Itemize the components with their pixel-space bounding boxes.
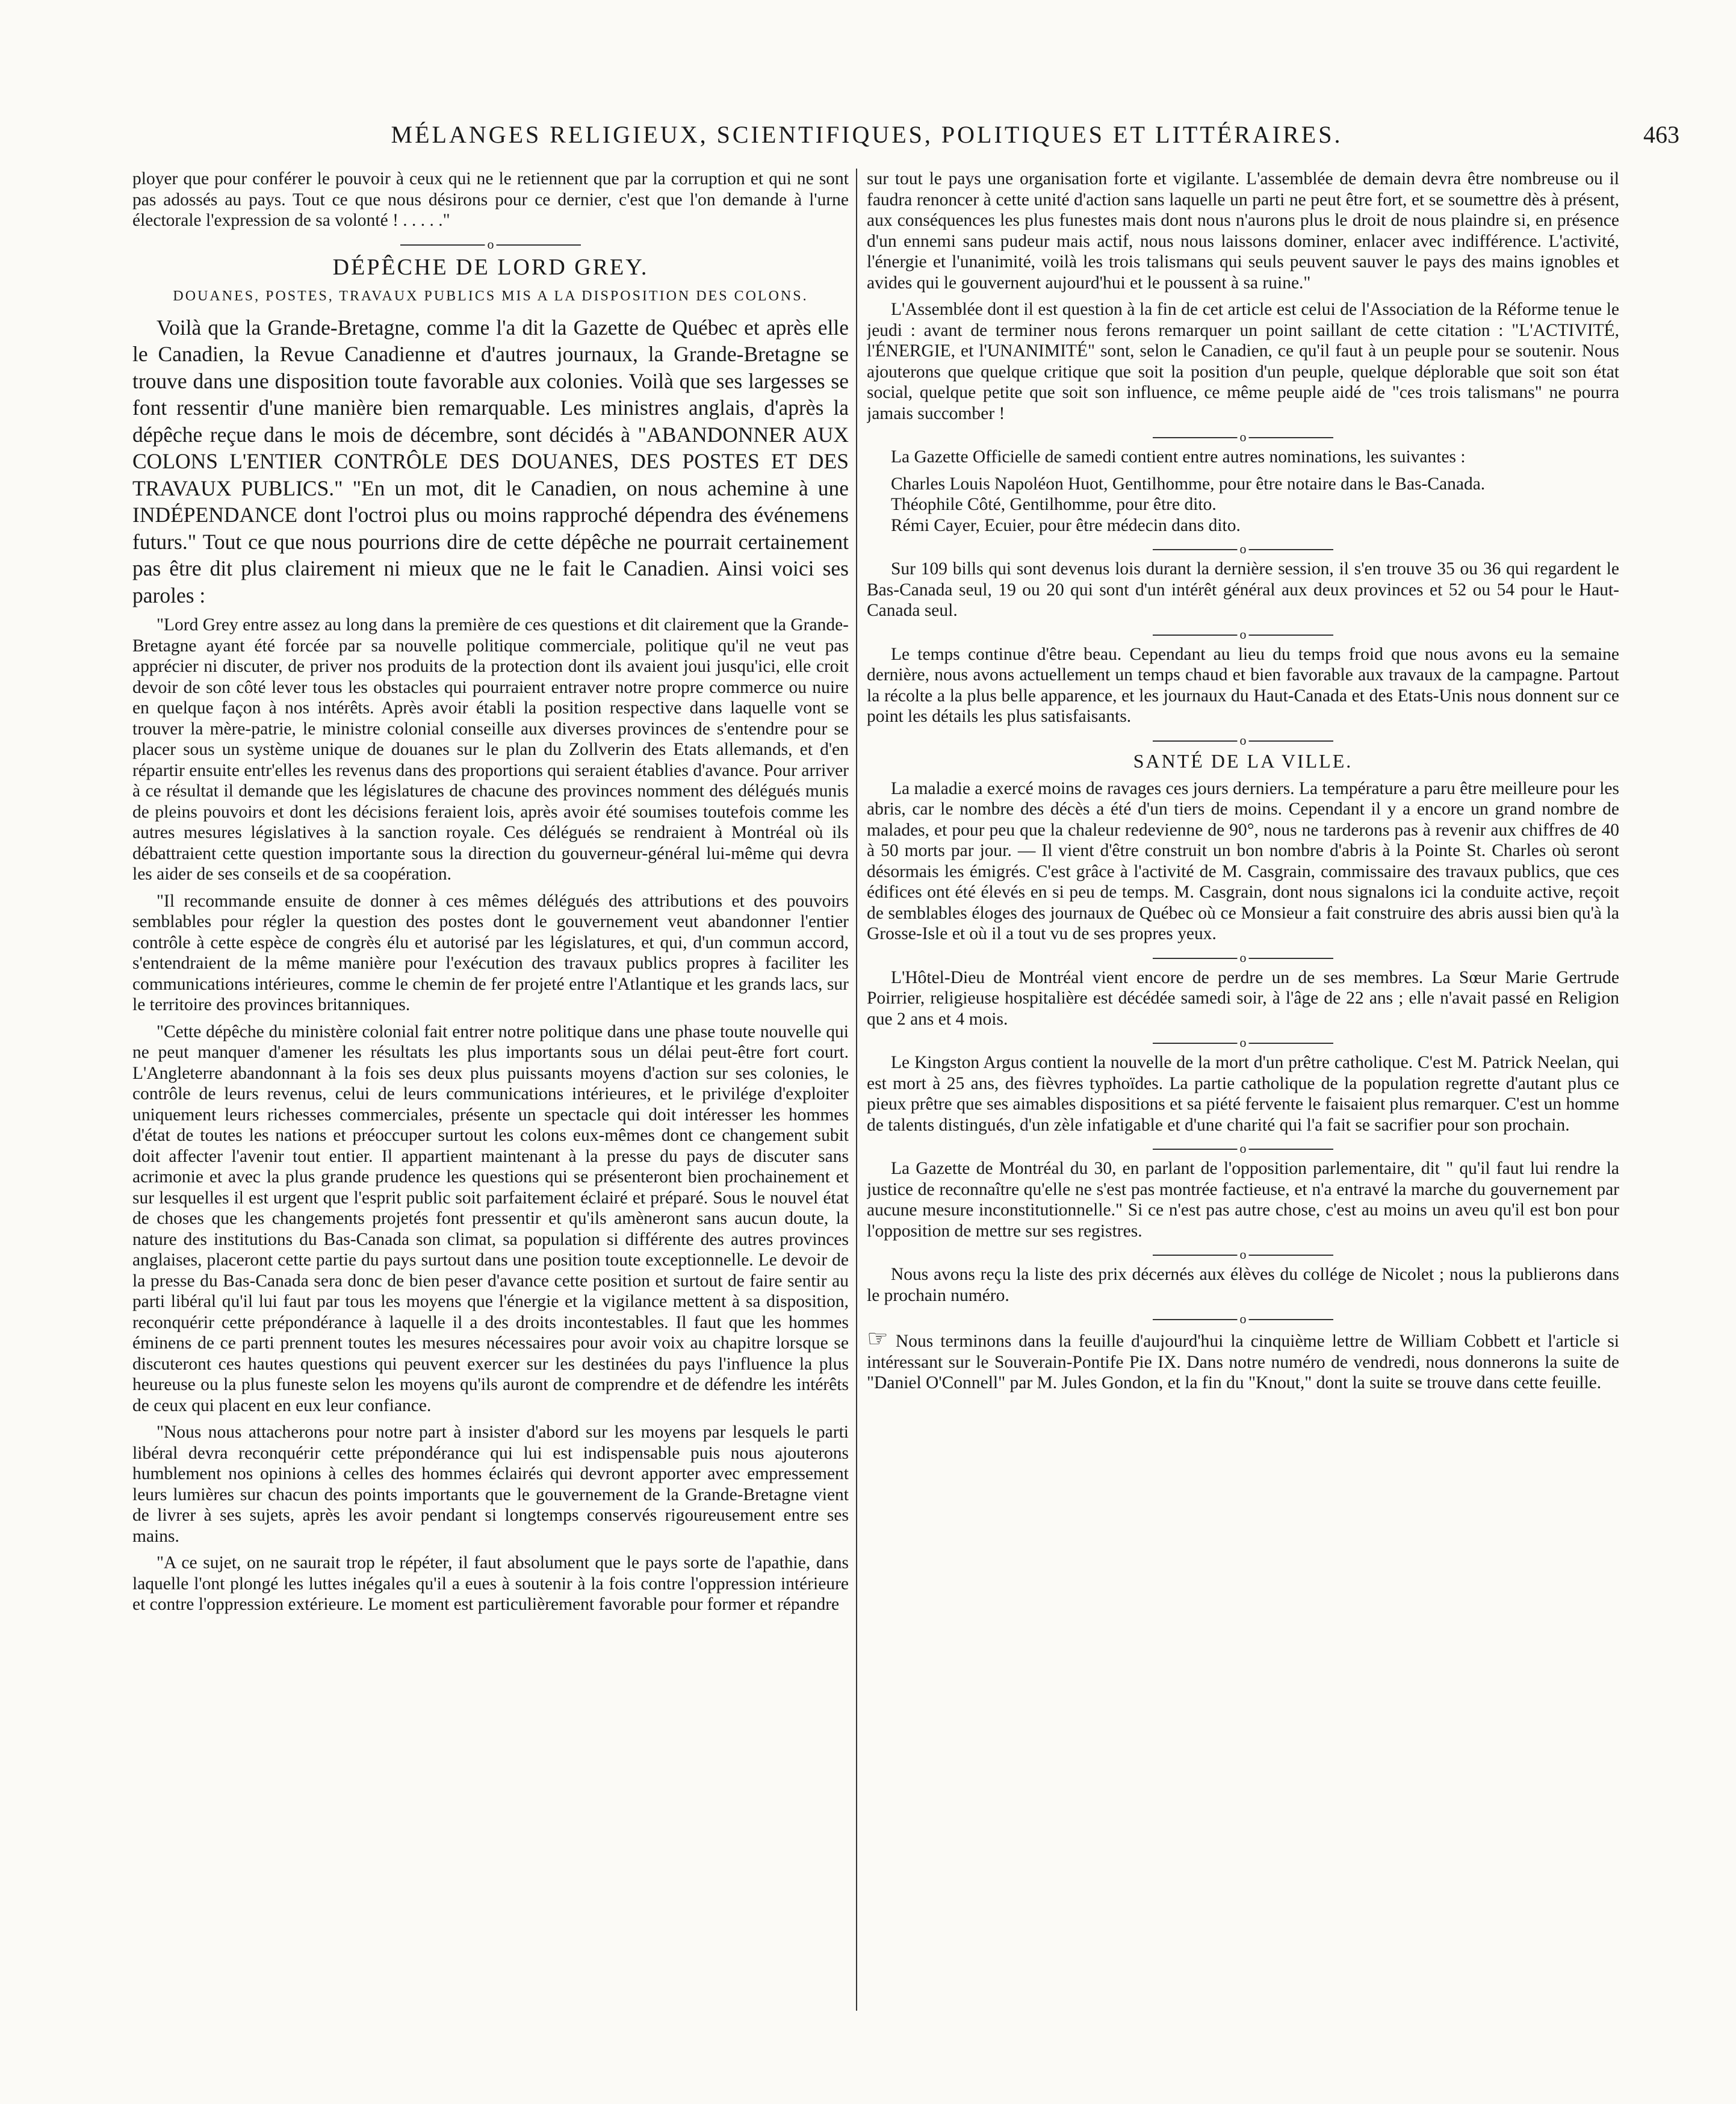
- section-title-depeche: DÉPÊCHE DE LORD GREY.: [332, 254, 649, 280]
- separator: o: [1153, 733, 1333, 742]
- weather-paragraph: Le temps continue d'être beau. Cependant au lieu du temps froid que nous avons eu la semaine dernière, nous avons actuellement un temps chaud et bien favorable aux travaux de la campagne. Partout la récolte a la plus belle apparence, et les journaux du Haut-Canada et des Etats-Unis nous donnent sur ce point les détails les plus satisfaisants.: [867, 644, 1619, 726]
- separator: o: [1153, 1035, 1333, 1044]
- appointments-list: [867, 474, 1619, 536]
- gazette-intro: La Gazette Officielle de samedi contient entre autres nominations, les suivantes :: [891, 447, 1466, 467]
- appointment-item: Théophile Côté, Gentilhomme, pour être dito.: [891, 495, 1217, 514]
- separator: o: [1153, 951, 1333, 959]
- right-column: [867, 169, 1619, 2071]
- separator: o: [1153, 542, 1333, 550]
- quote-paragraph: "A ce sujet, on ne saurait trop le répéter, il faut absolument que le pays sorte de l'apathie, dans laquelle l'ont plongé les luttes inégales qu'il a eues à soutenir à la fois contre l'oppression intérieure et contre l'oppression extérieure. Le moment est particulièrement favorable pour former et répandre: [132, 1553, 849, 1614]
- montreal-gazette-paragraph: La Gazette de Montréal du 30, en parlant de l'opposition parlementaire, dit " qu'il faut lui rendre la justice de reconnaître qu'elle ne s'est pas montrée factieuse, et n'a entravé la marche du gouvernement par aucune mesure inconstitutionnelle." Si ce n'est pas autre chose, c'est au moins un aveu qu'il est bon pour l'opposition de mettre sur ses registres.: [867, 1159, 1619, 1241]
- assembly-paragraph: L'Assemblée dont il est question à la fin de cet article est celui de l'Association de la Réforme tenue le jeudi : avant de terminer nous ferons remarquer un point saillant de cette citation : "L'ACTIVITÉ, l'ÉNERGIE, et l'UNANIMITÉ" sont, selon le Canadien, ce qu'il faut à un peuple pour se soutenir. Nous ajouterons que quelque critique que soit la position d'un peuple, quelque déplorable que soit son état social, quelque petite que soit son influence, ce même peuple aidé de "ces trois talismans" ne pourra jamais succomber !: [867, 300, 1619, 423]
- separator: o: [1153, 1141, 1333, 1150]
- opening-quote: ployer que pour conférer le pouvoir à ceux qui ne le retiennent que par la corruption et qui ne sont pas adossés au pays. Tout ce que nous désirons pour ce dernier, c'est que l'on demande à l'urne électorale l'expression de sa volonté ! . . . . .": [132, 169, 849, 230]
- prizes-paragraph: Nous avons reçu la liste des prix décernés aux élèves du collége de Nicolet ; nous la publierons dans le prochain numéro.: [867, 1265, 1619, 1305]
- continuation-paragraph: sur tout le pays une organisation forte et vigilante. L'assemblée de demain devra être nombreuse ou il faudra renoncer à cette unité d'action sans laquelle un parti ne peut être fort, et se soumettre dès à présent, aux conséquences les plus funestes mais dont nous n'aurons plus le droit de nous plaindre si, en présence d'un ennemi sans pudeur mais actif, nous nous laissons dominer, enlacer avec indifférence. L'activité, l'énergie et l'unanimité, voilà les trois talismans qui seuls peuvent sauver le pays des mains ignobles et avides qui le gouvernent aujourd'hui et le poussent à sa ruine.": [867, 169, 1619, 293]
- section-subtitle: DOUANES, POSTES, TRAVAUX PUBLICS MIS A LA DISPOSITION DES COLONS.: [173, 288, 808, 304]
- quote-paragraph: "Lord Grey entre assez au long dans la première de ces questions et dit clairement que la Grande-Bretagne ayant été forcée par sa nouvelle politique commerciale, politique qu'il ne veut pas apprécier ni discuter, de priver nos produits de la protection dont ils avaient joui jusqu'ici, elle croit devoir de son côté lever tous les obstacles qui pourraient entraver notre propre commerce ou nuire en quelque façon à nos intérêts. Après avoir établi la position respective dans laquelle vont se trouver la mère-patrie, le ministre colonial conseille aux diverses provinces de s'entendre pour se placer sous un système unique de douanes sur le plan du Zollverin des Etats allemands, et d'en répartir ensuite entr'elles les revenus dans des proportions qui seraient établies d'avance. Pour arriver à ce résultat il demande que les législatures de chacune des provinces nomment des délégués munis de pleins pouvoirs et dont les décisions feraient lois, après avoir été soumises toutefois comme les autres mesures législatives à la sanction royale. Ces délégués se rendraient à Montréal où ils débattraient cette question importante sous la direction du gouverneur-général lui-même qui devra les aider de ses conseils et de sa coopération.: [132, 615, 849, 884]
- page-number: 463: [1643, 121, 1679, 148]
- left-column: [132, 169, 849, 2071]
- hotel-dieu-paragraph: L'Hôtel-Dieu de Montréal vient encore de perdre un de ses membres. La Sœur Marie Gertrude Poirrier, religieuse hospitalière est décédée samedi soir, à l'âge de 22 ans ; elle n'avait passé en Religion que 2 ans et 4 mois.: [867, 967, 1619, 1029]
- separator: o: [1153, 1312, 1333, 1320]
- health-paragraph: La maladie a exercé moins de ravages ces jours derniers. La température a paru être meilleure pour les abris, car le nombre des décès a été d'un tiers de moins. Cependant il y a encore un grand nombre de malades, et pour peu que la chaleur redevienne de 90°, nous ne tarderons pas à revenir aux chiffres de 40 à 50 morts par jour. — Il vient d'être construit un bon nombre d'abris à la Pointe St. Charles où seront désormais les émigrés. C'est grâce à l'activité de M. Casgrain, commissaire des travaux publics, que ces édifices ont été élevés en si peu de temps. M. Casgrain, dont nous signalons ici la conduite active, reçoit de semblables éloges des journaux de Québec où ce Monsieur a fait construire des abris aussi bien qu'à la Grosse-Isle et où il a tout vu de ses propres yeux.: [867, 778, 1619, 943]
- running-head: MÉLANGES RELIGIEUX, SCIENTIFIQUES, POLITIQUES ET LITTÉRAIRES.: [391, 121, 1343, 148]
- closing-text: Nous terminons dans la feuille d'aujourd'hui la cinquième lettre de William Cobbett et l'article si intéressant sur le Souverain-Pontife Pie IX. Dans notre numéro de vendredi, nous donnerons la suite de "Daniel O'Connell" par M. Jules Gondon, et la fin du "Knout," dont la suite se trouve dans cette feuille.: [867, 1332, 1619, 1392]
- appointment-item: Rémi Cayer, Ecuier, pour être médecin dans dito.: [891, 515, 1241, 535]
- separator: o: [400, 237, 581, 246]
- quote-paragraph: "Il recommande ensuite de donner à ces mêmes délégués des attributions et des pouvoirs semblables pour régler la question des postes dont le gouvernement veut abandonner l'entier contrôle à cette espèce de congrès élu et autorisé par les législatures, et qui, d'un commun accord, s'entendraient de la même manière pour l'exécution des travaux publics propres à faciliter les communications intérieures, comme le chemin de fer projeté entre l'Atlantique et les grands lacs, sur le territoire des provinces britanniques.: [132, 891, 849, 1014]
- separator: o: [1153, 1247, 1333, 1256]
- section-title-sante: SANTÉ DE LA VILLE.: [1133, 749, 1353, 772]
- quote-paragraph: "Nous nous attacherons pour notre part à insister d'abord sur les moyens par lesquels le parti libéral devra reconquérir cette prépondérance qui lui est indispensable puis nous ajouterons humblement nos opinions à celles des hommes éclairés qui devront apporter avec empressement leurs lumières sur chacun des points importants que le gouvernement de la Grande-Bretagne vient de livrer à ses sujets, après les avoir pendant si longtemps conservés rigoureusement entre ses mains.: [132, 1423, 849, 1546]
- appointment-item: Charles Louis Napoléon Huot, Gentilhomme, pour être notaire dans le Bas-Canada.: [891, 474, 1486, 494]
- column-rule: [856, 169, 857, 2011]
- quote-paragraph: "Cette dépêche du ministère colonial fait entrer notre politique dans une phase toute nouvelle qui ne peut manquer d'amener les résultats les plus importants sous un délai peut-être fort court. L'Angleterre abandonnant à la fois ses deux plus puissants moyens d'action sur ses colonies, le contrôle de leurs revenus, celui de leurs communications intérieures, et le privilége d'exploiter uniquement leurs richesses commerciales, présente un spectacle qui doit intéresser les hommes d'état de toutes les nations et préoccuper surtout les colons eux-mêmes dont ce changement subit doit affecter l'avenir tout entier. Il appartient maintenant à la presse du pays de discuter sans acrimonie et avec la plus grande prudence les questions qui se présenteront bien prochainement et sur lesquelles il est urgent que l'esprit public soit parfaitement éclairé et préparé. Sous le nouvel état de choses que les changements projetés font pressentir et qu'ils amèneront sans aucun doute, la nature des institutions du Bas-Canada son climat, sa population si différente des autres provinces anglaises, placeront cette partie du pays surtout dans une position toute exceptionnelle. Le devoir de la presse du Bas-Canada sera donc de bien peser d'avance cette position et surtout de faire sentir au parti libéral qu'il lui faut par tous les moyens que l'énergie et la vigilance mettent à sa disposition, reconquérir cette prépondérance à laquelle il a des droits incontestables. Il faut que les hommes éminens de ce parti prennent toutes les mesures nécessaires pour avoir voix au chapitre lorsque se discuteront ces hautes questions qui peuvent exercer sur les destinées du pays l'influence la plus heureuse ou la plus funeste selon les moyens qu'ils auront de comprendre et de défendre les intérêts de ceux qui placent en eux leur confiance.: [132, 1022, 849, 1415]
- separator: o: [1153, 430, 1333, 438]
- closing-paragraph: [867, 1325, 1619, 1394]
- separator: o: [1153, 627, 1333, 636]
- intro-paragraph: Voilà que la Grande-Bretagne, comme l'a dit la Gazette de Québec et après elle le Canadien, la Revue Canadienne et d'autres journaux, la Grande-Bretagne se trouve dans une disposition toute favorable aux colonies. Voilà que ses largesses se font ressentir d'une manière bien remarquable. Les ministres anglais, d'après la dépêche reçue dans le mois de décembre, sont décidés à "ABANDONNER AUX COLONS L'ENTIER CONTRÔLE DES DOUANES, DES POSTES ET DES TRAVAUX PUBLICS." "En un mot, dit le Canadien, on nous achemine à une INDÉPENDANCE dont l'octroi plus ou moins rapproché dépendra des événemens futurs." Tout ce que nous pourrions dire de cette dépêche ne pourrait certainement pas être dit plus clairement ni mieux que ne le fait le Canadien. Ainsi voici ses paroles :: [132, 315, 849, 607]
- pointing-hand-icon: ☞: [867, 1325, 888, 1352]
- bills-paragraph: Sur 109 bills qui sont devenus lois durant la dernière session, il s'en trouve 35 ou 36 qui regardent le Bas-Canada seul, 19 ou 20 qui sont d'un intérêt général aux deux provinces et 52 ou 54 pour le Haut-Canada seul.: [867, 559, 1619, 620]
- kingston-paragraph: Le Kingston Argus contient la nouvelle de la mort d'un prêtre catholique. C'est M. Patrick Neelan, qui est mort à 25 ans, des fièvres typhoïdes. La partie catholique de la population regrette d'autant plus ce pieux prêtre que ses aimables dispositions et sa piété fervente le faisaient plus remarquer. C'est un homme de talents distingués, d'un zèle infatigable et d'une charité qui l'a fait se sacrifier pour son prochain.: [867, 1053, 1619, 1135]
